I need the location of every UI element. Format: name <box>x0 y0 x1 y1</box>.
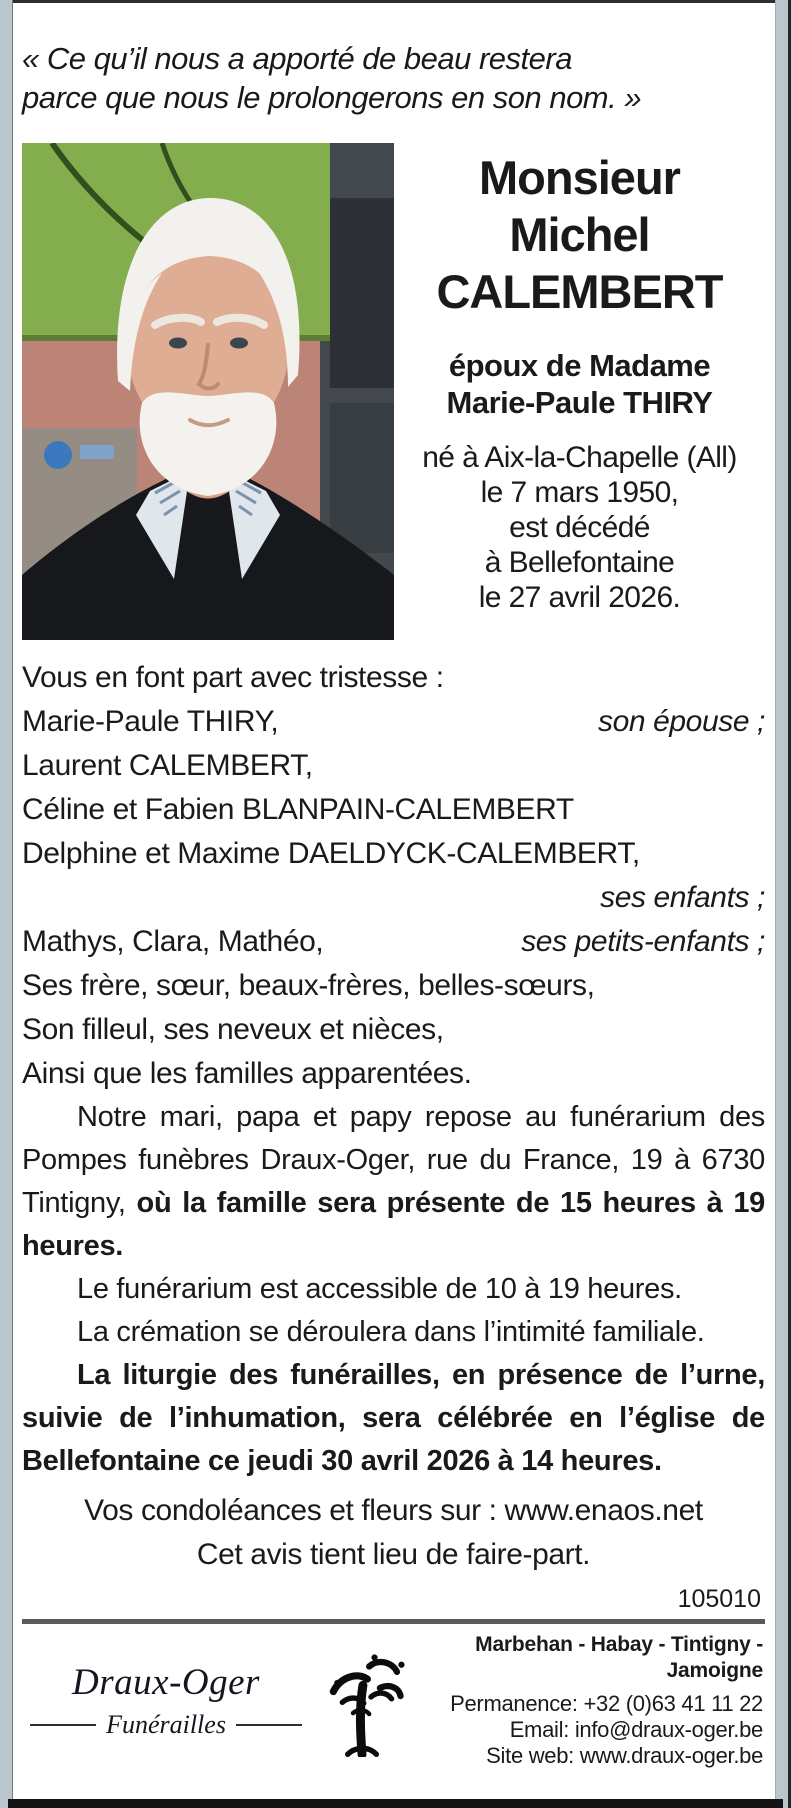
quote-line-2: parce que nous le prolongerons en son nom. » <box>22 80 642 115</box>
reference-number: 105010 <box>677 1585 761 1613</box>
spouse-info <box>394 347 765 421</box>
deceased-photo <box>22 143 394 640</box>
liturgy-paragraph: La liturgie des funérailles, en présence de l’urne, suivie de l’inhumation, sera célébrée en l’église de Bellefontaine ce jeudi 30 avril 2026 à 14 heures. <box>22 1359 765 1477</box>
condolences-line: Vos condoléances et fleurs sur : www.enaos.net <box>84 1494 703 1527</box>
death-phrase: est décédé <box>509 511 650 544</box>
birth-place: né à Aix-la-Chapelle (All) <box>422 441 737 474</box>
page-right-border <box>775 0 791 1808</box>
funeral-home-brand <box>22 1661 310 1740</box>
brand-name: Draux-Oger <box>72 1662 260 1703</box>
family-row: Céline et Fabien BLANPAIN-CALEMBERT <box>22 793 574 826</box>
brand-subtitle: Funérailles <box>106 1710 226 1739</box>
website-line: Site web: www.draux-oger.be <box>486 1743 763 1768</box>
birth-date: le 7 mars 1950, <box>480 476 679 509</box>
spouse-line-1: époux de Madame <box>448 348 711 383</box>
deceased-lastname: CALEMBERT <box>436 265 723 318</box>
family-row: Ses frère, sœur, beaux-frères, belles-sœurs, <box>22 969 595 1002</box>
deceased-title: Monsieur <box>479 151 680 204</box>
page-bottom-border <box>8 1799 783 1808</box>
phone-line: Permanence: +32 (0)63 41 11 22 <box>450 1691 763 1716</box>
hero-section <box>22 143 765 640</box>
family-row: Ainsi que les familles apparentées. <box>22 1057 472 1090</box>
funerarium-access: Le funérarium est accessible de 10 à 19 heures. <box>77 1273 682 1305</box>
contact-block <box>414 1632 765 1769</box>
left-dash <box>30 1724 96 1726</box>
life-dates <box>394 440 765 615</box>
cremation-paragraph: La crémation se déroulera dans l’intimité familiale. <box>77 1316 705 1348</box>
visiting-hours: où la famille sera présente de 15 heures à 19 heures. <box>22 1187 765 1262</box>
email-line: Email: info@draux-oger.be <box>509 1717 763 1742</box>
family-row: Marie-Paule THIRY, son épouse ; <box>22 705 765 738</box>
spouse-line-2: Marie-Paule THIRY <box>446 385 713 420</box>
footer-divider <box>22 1619 765 1624</box>
page-left-border <box>0 0 13 1808</box>
notice-line: Cet avis tient lieu de faire-part. <box>196 1538 591 1571</box>
deceased-firstname: Michel <box>509 208 650 261</box>
memorial-quote <box>22 39 765 117</box>
family-announcement <box>22 656 765 1096</box>
quote-line-1: « Ce qu’il nous a apporté de beau restera <box>22 41 572 76</box>
family-row: Delphine et Maxime DAELDYCK-CALEMBERT, <box>22 837 640 870</box>
repose-paragraph: Notre mari, papa et papy repose au funérarium des Pompes funèbres Draux-Oger, rue du France, 19 à 6730 Tintigny, où la famille sera présente de 15 heures à 19 heures. <box>22 1101 765 1262</box>
portrait-illustration <box>22 143 394 640</box>
family-row: Son filleul, ses neveux et nièces, <box>22 1013 444 1046</box>
funeral-home-footer <box>22 1632 765 1769</box>
family-row: ses enfants ; <box>600 881 765 914</box>
deceased-name <box>394 149 765 320</box>
notice-content <box>22 3 765 1769</box>
right-dash <box>236 1724 302 1726</box>
family-row: Mathys, Clara, Mathéo, ses petits-enfants ; <box>22 925 765 958</box>
announcement-intro: Vous en font part avec tristesse : <box>22 661 444 694</box>
tree-logo-icon <box>310 1645 414 1757</box>
branch-locations: Marbehan - Habay - Tintigny - Jamoigne <box>475 1633 763 1682</box>
death-date: le 27 avril 2026. <box>478 581 681 614</box>
family-row: Laurent CALEMBERT, <box>22 749 313 782</box>
deceased-identity <box>394 143 765 640</box>
brand-subtitle-row <box>22 1710 310 1740</box>
death-place: à Bellefontaine <box>484 546 675 579</box>
